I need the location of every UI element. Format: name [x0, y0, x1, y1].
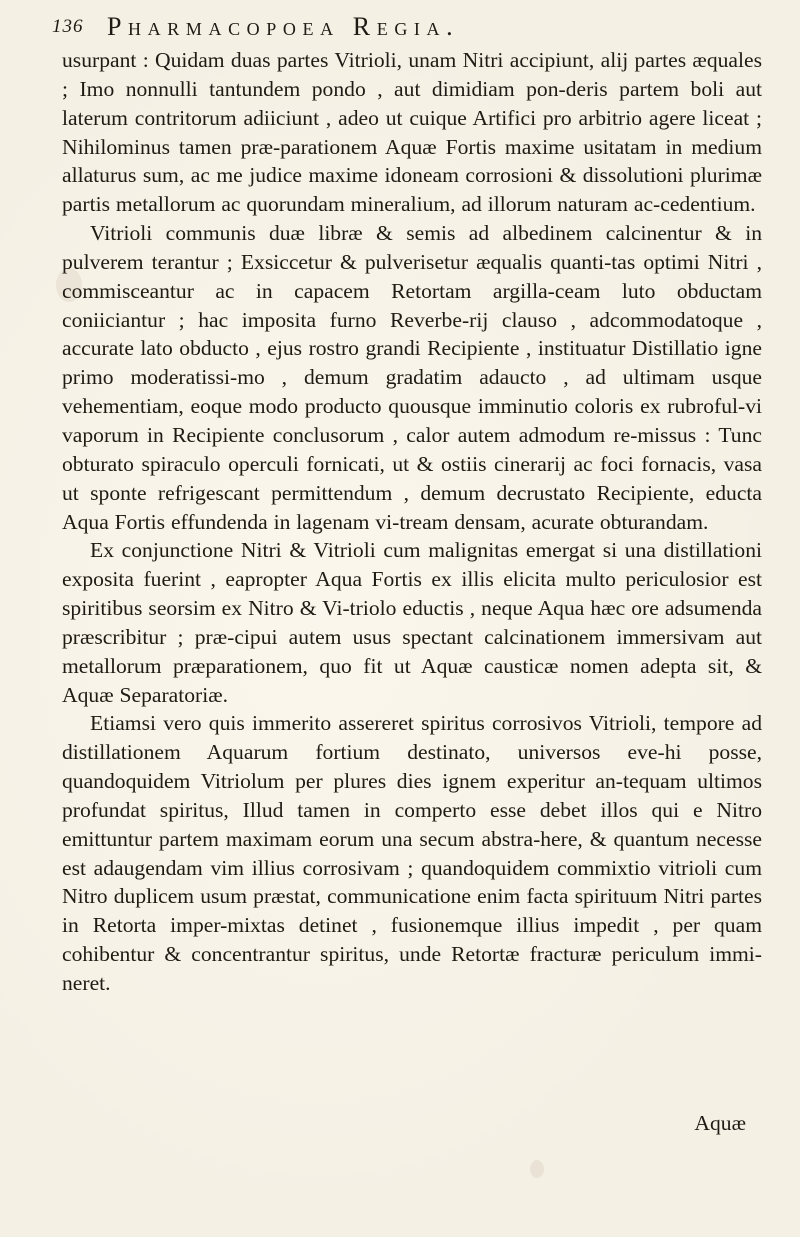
paper-stain [530, 1160, 544, 1178]
paragraph: usurpant : Quidam duas partes Vitrioli, unam Nitri accipiunt, alij partes æquales ; Imo nonnulli tantundem pondo , aut dimidiam pon-deris partem boli aut laterum contritorum adiiciunt , adeo ut cuique Artifici pro arbitrio agere liceat ; Nihilominus tamen præ-parationem Aquæ Fortis maxime usitatam in medium allaturus sum, ac me judice maxime idoneam corrosioni & dissolutioni plurimæ partis metallorum ac quorundam mineralium, ad illorum naturam ac-cedentium. [62, 48, 762, 217]
paragraph: Ex conjunctione Nitri & Vitrioli cum malignitas emergat si una distillationi exposita fuerint , eapropter Aqua Fortis ex illis elicita multo periculosior est spiritibus seorsim ex Nitro & Vi-triolo eductis , neque Aqua hæc ore adsumenda præscribitur ; præ-cipui autem usus spectant calcinationem immersivam aut metallorum præparationem, quo fit ut Aquæ causticæ nomen adepta sit, & Aquæ Separatoriæ. [62, 538, 762, 707]
running-title: Pharmacopoea Regia. [107, 12, 460, 41]
page-number: 136 [52, 16, 84, 37]
paragraph: Etiamsi vero quis immerito assereret spiritus corrosivos Vitrioli, tempore ad distillationem Aquarum fortium destinato, universos eve-hi posse, quandoquidem Vitriolum per plures dies ignem experitur an-tequam ultimos profundat spiritus, Illud tamen in comperto esse debet illos qui e Nitro emittuntur partem maximam eorum una secum abstra-here, & quantum necesse est adaugendam vim illius corrosivam ; quandoquidem commixtio vitrioli cum Nitro duplicem usum præstat, communicatione enim facta spirituum Nitri partes in Retorta imper-mixtas detinet , fusionemque illius impedit , per quam cohibentur & concentrantur spiritus, unde Retortæ fracturæ periculum immi-neret. [62, 711, 762, 995]
catchword: Aquæ [694, 1111, 746, 1135]
body-text [62, 46, 762, 998]
paragraph: Vitrioli communis duæ libræ & semis ad albedinem calcinentur & in pulverem terantur ; Exsiccetur & pulverisetur æqualis quanti-tas optimi Nitri , commisceantur ac in capacem Retortam argilla-ceam luto obductam coniiciantur ; hac imposita furno Reverbe-rij clauso , adcommodatoque , accurate lato obducto , ejus rostro grandi Recipiente , instituatur Distillatio igne primo moderatissi-mo , demum gradatim adaucto , ad ultimam usque vehementiam, eoque modo producto quousque imminutio coloris ex rubroful-vi vaporum in Recipiente conclusorum , calor autem admodum re-missus : Tunc obturato spiraculo operculi fornicati, ut & ostiis cinerarij ac foci fornacis, vasa ut sponte refrigescant permittendum , demum decrustato Recipiente, educta Aqua Fortis effundenda in lagenam vi-tream densam, acurate obturandam. [62, 221, 762, 534]
running-header [52, 12, 772, 46]
